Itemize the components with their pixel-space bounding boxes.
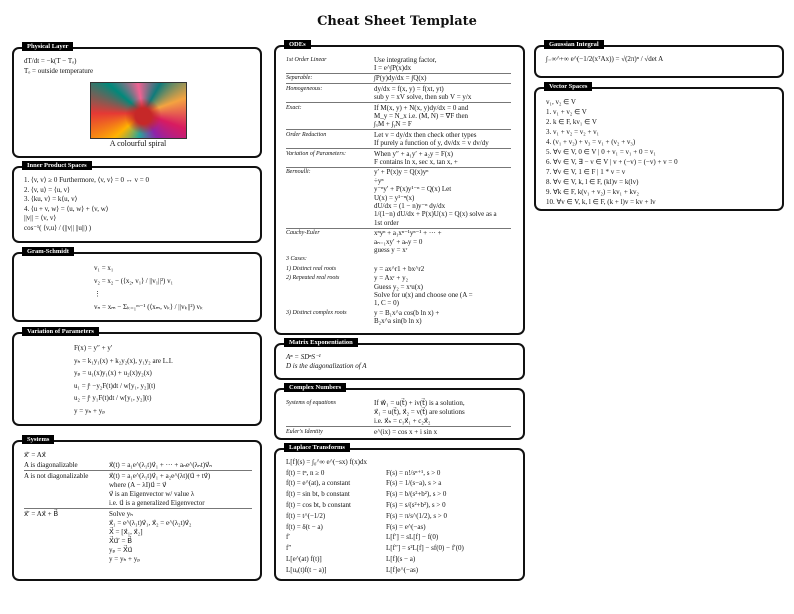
table-row (24, 509, 252, 564)
formula-line: 4. (v₁ + v₂) + v₃ = v₁ + (v₂ + v₃) (546, 138, 636, 146)
formula-line: v₁, v₂ ∈ V (546, 98, 576, 106)
formula-line: Aⁿ = SDⁿS⁻¹ (286, 353, 321, 361)
table-row (286, 149, 511, 168)
row-label: Bernoulli: (286, 169, 311, 176)
gram-schmidt-section (12, 248, 262, 322)
formula-line: F(s) = π/s^(1/2), s > 0 (386, 511, 447, 520)
formula-line: D is the diagonalization of A (286, 362, 367, 370)
formula-line: dU/dx = (1 − n)y⁻ⁿ dy/dx (374, 202, 446, 210)
formula-line: y = yₕ + yₚ (109, 554, 141, 563)
row-label: f(t) = sin bt, b constant (286, 490, 350, 499)
formula-line: L[f]e^(−as) (386, 565, 419, 574)
complex-numbers-section (274, 384, 525, 440)
table-row (24, 450, 252, 460)
formula-line: If purely a function of y, dv/dx = v dv/dy (374, 139, 489, 148)
formula-line: 6. ∀v ∈ V, ∃ − v ∈ V | v + (−v) = (−v) + v = 0 (546, 158, 678, 166)
section-rows (286, 55, 511, 326)
image-caption: A colourful spiral (109, 139, 167, 149)
formula-line: yₚ = X⃗u⃗ (109, 545, 133, 554)
section-rows (24, 450, 252, 564)
formula-line: v⃗ is an Eigenvector w/ value λ (109, 489, 195, 498)
row-content (109, 472, 252, 508)
formula-line: 10. ∀v ∈ V, k, l ∈ F, (k + l)v = kv + lv (546, 198, 656, 206)
row-label: 2) Repeated real roots (286, 275, 340, 282)
table-row (24, 460, 252, 471)
formula-line: y = Axʳ + y₂ (374, 274, 409, 283)
formula-line: y = ax^r1 + bx^r2 (374, 264, 425, 273)
gaussian-integral-section (534, 41, 784, 78)
formula-line: F contains ln x, sec x, tan x, + (374, 157, 458, 166)
row-content (374, 309, 511, 326)
row-content (374, 131, 511, 148)
formula-line: 1. v₁ + v₂ ∈ V (546, 108, 587, 116)
formula-line: x⃗₁ = e^(λ₁t)v⃗₁, x⃗₂ = e^(λ₂t)v⃗₂ (109, 518, 192, 527)
table-row (286, 500, 515, 511)
row-label: 3 Cases: (286, 256, 307, 263)
row-label: 1) Distinct real roots (286, 265, 337, 272)
section-rows (286, 398, 511, 437)
row-content (386, 532, 515, 543)
table-row (286, 565, 515, 576)
table-row (286, 489, 515, 500)
table-row (286, 103, 511, 130)
row-label: f(t) = cos bt, b constant (286, 500, 351, 509)
formula-line: X⃗u⃗′ = B⃗ (109, 536, 133, 545)
row-content (374, 74, 511, 82)
row-content (374, 399, 511, 426)
formula-line: yₕ = k₁y₁(x) + k₂y₂(x), y₁y₂ are L.I. (74, 356, 173, 365)
row-label: Cauchy-Euler (286, 230, 320, 237)
formula-line: y = B₁x^a cos(b ln x) + (374, 308, 440, 317)
formula-line: L[f′] = sL[f] − f(0) (386, 533, 439, 542)
formula-line: F(s) = b/(s²+b²), s > 0 (386, 490, 447, 499)
section-title: Inner Product Spaces (22, 161, 92, 170)
section-title: Systems (22, 435, 54, 444)
vector-spaces-section (534, 83, 784, 211)
formula-line: F(s) = 1/(s−a), s > a (386, 479, 442, 488)
table-row (286, 168, 511, 229)
section-title: Gram-Schmidt (22, 247, 74, 256)
row-label: Variation of Parameters: (286, 150, 346, 157)
formula-line: i.e. u⃗ is a generalized Eigenvector (109, 498, 205, 507)
formula-line: L[f″] = s²L[f] − sf(0) − f′(0) (386, 544, 464, 553)
formula-line: Solve yₕ (109, 509, 134, 518)
formula-line: Guess y₂ = xʳu(x) (374, 282, 423, 291)
table-row (286, 554, 515, 565)
row-content (386, 565, 515, 576)
row-label: 3) Distinct complex roots (286, 309, 347, 316)
formula-line: 2. k ∈ F, kv₁ ∈ V (546, 118, 597, 126)
table-row (286, 308, 511, 326)
row-content (109, 510, 252, 564)
formula-line: aₙ₋₁xy′ + aₙy = 0 (374, 237, 423, 246)
formula-line: Solve for u(x) and choose one (A = (374, 291, 473, 300)
formula-line: 3. ⟨ku, v⟩ = k⟨u, v⟩ (24, 195, 78, 204)
formula-line: If w⃗₁ = u(t⃗) + iv(t⃗) is a solution, (374, 398, 465, 407)
row-content (386, 489, 515, 500)
formula-line: ÷yⁿ (374, 176, 384, 185)
formula-line: xⁿyⁿ + a₁xⁿ⁻¹yⁿ⁻¹ + ··· + (374, 229, 442, 238)
row-label: Systems of equations (286, 399, 336, 406)
formula-line: 9. ∀k ∈ F, k(v₁ + v₂) = kv₁ + kv₂ (546, 188, 639, 196)
matrix-exponentiation-section (274, 339, 525, 380)
section-title: Gaussian Integral (544, 40, 604, 49)
row-content (374, 274, 511, 308)
row-label: Separable: (286, 75, 313, 82)
formula-line: y = yₕ + yₚ (74, 406, 106, 415)
formula-line: 4. ⟨u + v, w⟩ = ⟨u, w⟩ + ⟨v, w⟩ (24, 204, 109, 213)
row-label: Order Reduction (286, 131, 327, 138)
formula-line: cos⁻¹( ⟨v,u⟩ / (||v|| ||u||) ) (24, 223, 92, 232)
formula-line: u₂ = ∫ᵗ y₁F(t)dt / w[y₁, y₂](t) (74, 394, 152, 402)
formula-line: M_y = N_x i.e. (M, N) = ∇F then (374, 111, 469, 120)
row-content (374, 85, 511, 102)
row-label: A is diagonalizable (24, 460, 78, 469)
formula-line: F(s) = n!/sⁿ⁺¹, s > 0 (386, 468, 441, 477)
odes-section (274, 41, 525, 335)
row-label: f(t) = e^(at), a constant (286, 479, 351, 488)
table-row (286, 264, 511, 273)
row-content (386, 478, 515, 489)
formula-line: sub y = xV solve, then sub V = y/x (374, 93, 472, 102)
row-label: f(t) = tⁿ, n ≥ 0 (286, 468, 325, 477)
row-label: L[uₐ(t)f(t − a)] (286, 565, 327, 574)
table-row (286, 274, 511, 309)
table-row (286, 130, 511, 149)
formula-line: 7. ∀v ∈ V, 1 ∈ F | 1 * v = v (546, 168, 626, 176)
row-label: x⃗′ = Ax⃗ + B⃗ (24, 509, 59, 518)
row-label: Homogeneous: (286, 85, 323, 92)
formula-line: vₙ = xₘ − Σₖ₌₁ᵐ⁻¹ (⟨xₘ, vₖ⟩ / ||vₖ||²) vₖ (94, 303, 204, 311)
formula-line: If M(x, y) + N(x, y)dy/dx = 0 and (374, 103, 469, 112)
section-lines (286, 353, 515, 371)
table-row (286, 84, 511, 103)
row-content (386, 543, 515, 554)
section-title: Matrix Exponentiation (284, 338, 358, 347)
formula-line: F(x) = y″ + y′ (74, 344, 113, 352)
row-label: f(t) = δ(t − a) (286, 522, 323, 531)
row-content (386, 554, 515, 565)
row-label: f(t) = t^(−1/2) (286, 511, 326, 520)
section-lines (24, 262, 252, 314)
section-rows (286, 468, 515, 576)
formula-line: i.e. x⃗ₕ = c₁x⃗₁ + c₂x⃗₂ (374, 416, 431, 425)
table-row (24, 471, 252, 509)
row-content (374, 168, 511, 227)
formula-line: v₂ = x₂ − (⟨x₂, v₁⟩ / ||v₁||²) v₁ (94, 277, 174, 285)
table-row (286, 478, 515, 489)
laplace-transforms-section (274, 444, 525, 581)
row-content (109, 451, 252, 460)
physical-layer-section (12, 43, 262, 158)
row-content (374, 150, 511, 167)
row-label: L[e^(at) f(t)] (286, 554, 322, 563)
formula-line: x⃗₁ = u(t⃗), x⃗₂ = v(t⃗) are solutions (374, 407, 465, 416)
formula-line: x⃗(t) = a₁e^(λ₁t)v⃗₁ + ··· + aₙe^(λₙt)v⃗ₙ (109, 460, 213, 469)
section-lines (24, 342, 252, 417)
formula-line (374, 255, 511, 263)
section-lines (546, 97, 774, 207)
formula-line: u₁ = ∫ᵗ −y₂F(t)dt / w[y₁, y₂](t) (74, 381, 156, 390)
table-row (286, 427, 511, 437)
formula-line: y⁻ⁿy′ + P(x)y¹⁻ⁿ = Q(x) Let (374, 185, 452, 194)
row-label: f′ (286, 533, 290, 542)
row-content (374, 255, 511, 263)
formula-line: 1. ⟨v, v⟩ ≥ 0 Furthermore, ⟨v, v⟩ = 0 ↔ v = 0 (24, 176, 149, 184)
table-row (286, 543, 515, 554)
row-content (386, 511, 515, 522)
formula-line: Tₒ = outside temperature (24, 66, 94, 75)
row-content (374, 229, 511, 254)
section-title: ODEs (284, 40, 311, 49)
formula-line: e^(ix) = cos x + i sin x (374, 427, 438, 436)
formula-line (109, 451, 252, 460)
table-row (286, 74, 511, 84)
section-lines (546, 55, 774, 65)
formula-line: where (A − λI)u⃗ = v⃗ (109, 480, 167, 489)
row-content (374, 104, 511, 129)
formula-line: Let v = dy/dx then check other types (374, 130, 477, 139)
row-label: 1st Order Linear (286, 56, 327, 63)
row-label: Exact: (286, 104, 302, 111)
formula-line: ⋮ (94, 290, 101, 298)
formula-line: I = e^∫P(x)dx (374, 63, 412, 72)
variation-of-parameters-section (12, 328, 262, 426)
formula-line: y′ + P(x)y = Q(x)yⁿ (374, 168, 429, 177)
formula-line: 1, C = 0) (374, 299, 399, 308)
formula-line: dT/dt = −k(T − Tₒ) (24, 57, 77, 65)
formula-line: U(x) = y¹⁻ⁿ(x) (374, 193, 415, 202)
formula-line: ∫₋∞^+∞ e^(−1/2(xᵀAx)) = √(2π)ⁿ / √det A (546, 55, 664, 63)
row-content (374, 428, 511, 437)
section-lines (24, 57, 252, 76)
table-row (286, 532, 515, 543)
formula-line: ∫ₓM + ∫ᵧN = F (374, 120, 412, 129)
formula-line: When y″ + a₁y′ + a₂y = F(x) (374, 149, 453, 158)
row-content (386, 522, 515, 533)
row-content (374, 56, 511, 73)
formula-line: 2. ⟨v, u⟩ = ⟨u, v⟩ (24, 185, 70, 194)
inner-product-spaces-section (12, 162, 262, 243)
section-title: Variation of Parameters (22, 327, 99, 336)
formula-line: yₚ = u₁(x)y₁(x) + u₂(x)y₂(x) (74, 369, 152, 377)
row-content (109, 461, 252, 470)
row-label: f″ (286, 544, 292, 553)
formula-line: 1/(1−n) dU/dx + P(x)U(x) = Q(x) solve as a (374, 210, 497, 219)
row-content (386, 500, 515, 511)
formula-line: ∫P(y)dy/dx = ∫Q(x) (374, 74, 427, 83)
formula-line: X⃗ = [x⃗₁, x⃗₂] (109, 527, 143, 536)
formula-line: ||v|| = ⟨v, v⟩ (24, 214, 57, 223)
colourful-spiral-image (90, 82, 187, 139)
row-label: x⃗′ = Ax⃗ (24, 450, 46, 459)
table-row (286, 398, 511, 427)
section-lines (24, 176, 252, 234)
table-row (286, 255, 511, 264)
laplace-definition: L[f](s) = ∫₀^∞ e^(−sx) f(x)dx (286, 458, 367, 466)
formula-line: F(s) = e^(−as) (386, 522, 426, 531)
formula-line: F(s) = s/(s²+b²), s > 0 (386, 500, 446, 509)
formula-line: L[f](s − a) (386, 554, 416, 563)
section-title: Vector Spaces (544, 82, 592, 91)
row-label: A is not diagonalizable (24, 471, 89, 480)
formula-line: B₂x^a sin(b ln x) (374, 317, 422, 326)
row-label: Euler's Identity (286, 428, 323, 435)
table-row (286, 468, 515, 479)
formula-line: 1st order (374, 218, 399, 227)
formula-line: x⃗(t) = a₁e^(λ₁t)v⃗₁ + a₂e^(λt)(u⃗ + tv⃗) (109, 471, 211, 480)
formula-line: Use integrating factor, (374, 55, 437, 64)
formula-line: guess y = xʳ (374, 246, 408, 255)
table-row (286, 229, 511, 255)
formula-line: 5. ∀v ∈ V, 0 ∈ V | 0 + v₁ = v₁ + 0 = v₁ (546, 148, 656, 156)
table-row (286, 522, 515, 533)
formula-line: dy/dx = f(x, y) = f(xt, yt) (374, 84, 444, 93)
row-content (386, 468, 515, 479)
table-row (286, 55, 511, 74)
systems-section (12, 436, 262, 581)
formula-line: 3. v₁ + v₂ = v₂ + v₁ (546, 128, 600, 136)
section-title: Laplace Transforms (284, 443, 350, 452)
section-title: Complex Numbers (284, 383, 346, 392)
page-title: Cheat Sheet Template (317, 14, 477, 29)
section-title: Physical Layer (22, 42, 73, 51)
formula-line: 8. ∀v ∈ V, k, l ∈ F, (kl)v = k(lv) (546, 178, 639, 186)
formula-line: v₁ = x₁ (94, 264, 114, 272)
table-row (286, 511, 515, 522)
row-content (374, 265, 511, 273)
